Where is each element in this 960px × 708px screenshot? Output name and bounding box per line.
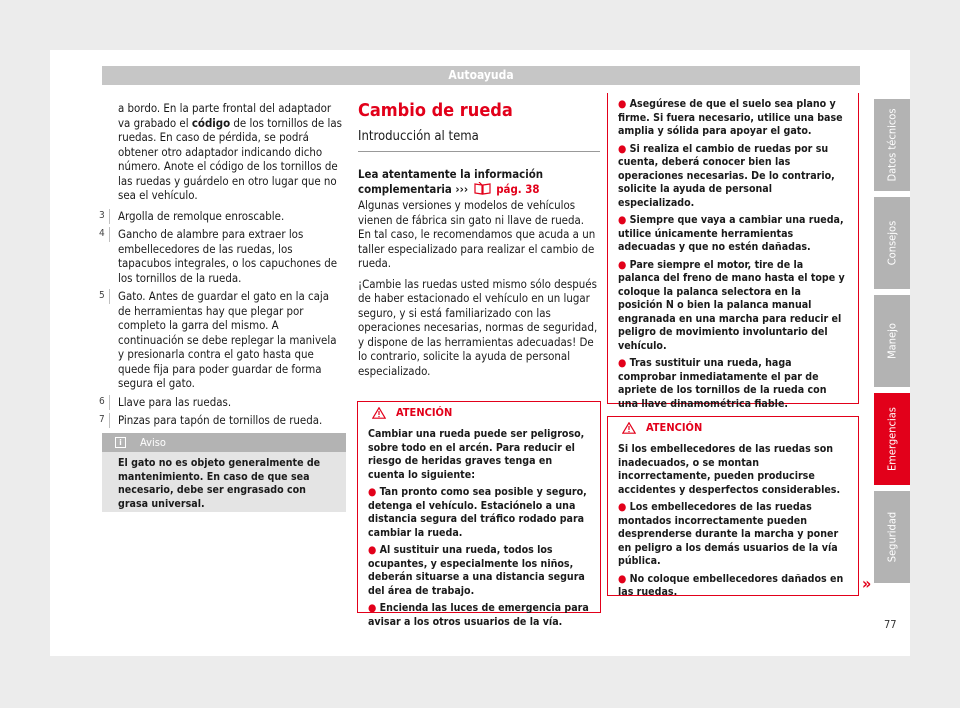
warning-body [608,439,858,600]
continue-arrow-icon: » [862,574,872,593]
warning-bullet: ● Al sustituir una rueda, todos los ocupantes, y especialmente los niños, deberán situarse a una distancia segura del área de trabajo. [368,544,585,597]
tab-seguridad[interactable]: Seguridad [874,491,910,583]
bullet-icon: ● [618,214,630,226]
warning-intro: Si los embellecedores de las ruedas son inadecuados, o se montan incorrectamente, pueden producirse accidentes y desperfectos considerables. [618,443,841,496]
warning-box-continued [607,93,859,410]
item-text: Llave para las ruedas. [118,394,232,409]
bullet-icon: ● [368,602,380,614]
warning-bullet: ● Siempre que vaya a cambiar una rueda, utilice únicamente herramientas adecuadas y que no estén dañadas. [618,214,844,253]
item-text: Argolla de remolque enroscable. [118,208,285,223]
column-2 [358,101,600,384]
warning-bullet: ● Pare siempre el motor, tire de la palanca del freno de mano hasta el tope y coloque la palanca selectora en la posición N o bien la palanca manual engranada en una marcha para reducir el peligro de movimiento involuntario del vehículo. [618,258,845,352]
item-number: 4 [99,228,105,239]
warning-title: ATENCIÓN [396,406,453,419]
page-reference-link[interactable]: pág. 38 [496,181,540,196]
reference-arrow: ››› [455,181,469,196]
bullet-icon: ● [618,98,630,110]
bullet-icon: ● [618,572,630,585]
warning-body [358,424,600,629]
warning-box [357,401,601,628]
book-reference-icon [474,182,491,199]
warning-header [608,417,858,439]
bullet-icon: ● [368,486,380,498]
tab-datos-tecnicos[interactable]: Datos técnicos [874,99,910,191]
tab-emergencias[interactable]: Emergencias [874,393,910,485]
info-icon: i [115,437,126,448]
aviso-box [102,433,346,512]
tab-consejos[interactable]: Consejos [874,197,910,289]
warning-box [607,416,859,596]
tab-manejo[interactable]: Manejo [874,295,910,387]
body-paragraph: Algunas versiones y modelos de vehículos vienen de fábrica sin gato ni llave de rueda. En tal caso, le recomendamos que acuda a un taller especializado para realizar el cambio de rueda. [358,198,596,270]
bullet-icon: ● [618,142,630,155]
page-header: Autoayuda [102,66,860,85]
item-text: Gato. Antes de guardar el gato en la caja de herramientas hay que plegar por completo la garra del mismo. A continuación se debe replegar la manivela y presionarla contra el gato hasta que quede fija para poder guardar de forma segura el gato. [118,289,337,390]
aviso-header [102,433,346,452]
list-item [99,289,345,391]
aviso-title: Aviso [140,436,166,449]
list-item [99,413,345,428]
item-number: 5 [99,290,105,301]
section-subtitle: Introducción al tema [358,129,479,144]
list-item [99,227,345,285]
body-paragraph: ¡Cambie las ruedas usted mismo sólo después de haber estacionado el vehículo en un lugar seguro, y si está familiarizado con las operaciones necesarias, normas de seguridad, y dispone de las herramientas adecuadas! De lo contrario, solicite la ayuda de personal especializado. [358,276,598,378]
warning-body [608,93,858,411]
warning-bullet: ● No coloque embellecedores dañados en las ruedas. [618,572,844,598]
bullet-icon: ● [618,357,630,369]
item-text: Pinzas para tapón de tornillos de rueda. [118,413,323,427]
lead-paragraph: Lea atentamente la información complementaria ››› pág. 38 [358,167,600,198]
list-item [99,394,345,410]
aviso-text: El gato no es objeto generalmente de mantenimiento. En caso de que sea necesario, debe ser engrasado con grasa universal. [118,457,321,510]
section-title: Cambio de rueda [358,100,513,121]
divider [358,151,600,152]
column-1 [99,101,345,432]
codigo-term: código [191,115,231,130]
warning-intro: Cambiar una rueda puede ser peligroso, sobre todo en el arcén. Para reducir el riesgo de heridas graves tenga en cuenta lo siguiente: [368,428,585,481]
page-number: 77 [884,618,897,631]
intro-paragraph: a bordo. En la parte frontal del adaptador va grabado el código de los tornillos de las ruedas. En caso de pérdida, se podrá obtener otro adaptador indicando dicho número. Anote el código de los tornillos de las ruedas y guárdelo en otro lugar que no sea el vehículo. [118,101,342,202]
warning-bullet: ● Encienda las luces de emergencia para avisar a los otros usuarios de la vía. [368,602,589,628]
bullet-icon: ● [618,258,630,271]
list-item [99,208,345,224]
item-text: Gancho de alambre para extraer los embellecedores de las ruedas, los tapacubos integrales, o los capuchones de los tornillos de la rueda. [118,227,338,285]
warning-bullet: ● Los embellecedores de las ruedas montados incorrectamente pueden desprenderse durante la marcha y poner en peligro a los demás usuarios de la vía pública. [618,501,839,567]
warning-triangle-icon [622,422,636,434]
bullet-icon: ● [618,501,630,513]
warning-title: ATENCIÓN [646,421,703,434]
bullet-icon: ● [368,544,380,556]
warning-bullet: ● Asegúrese de que el suelo sea plano y firme. Si fuera necesario, utilice una base amplia y sólida para apoyar el gato. [618,98,843,137]
warning-triangle-icon [372,407,386,419]
item-number: 7 [99,414,105,425]
item-number: 6 [99,395,105,407]
item-number: 3 [99,209,105,221]
warning-bullet: ● Tras sustituir una rueda, haga comprobar inmediatamente el par de apriete de los tornillos de la rueda con una llave dinamométrica fiable. [618,357,827,410]
warning-bullet: ● Tan pronto como sea posible y seguro, detenga el vehículo. Estaciónelo a una distancia segura del tráfico rodado para cambiar la rueda. [368,486,587,539]
warning-header [358,402,600,424]
warning-bullet: ● Si realiza el cambio de ruedas por su cuenta, deberá conocer bien las operaciones necesarias. De lo contrario, solicite la ayuda de personal especializado. [618,142,835,209]
